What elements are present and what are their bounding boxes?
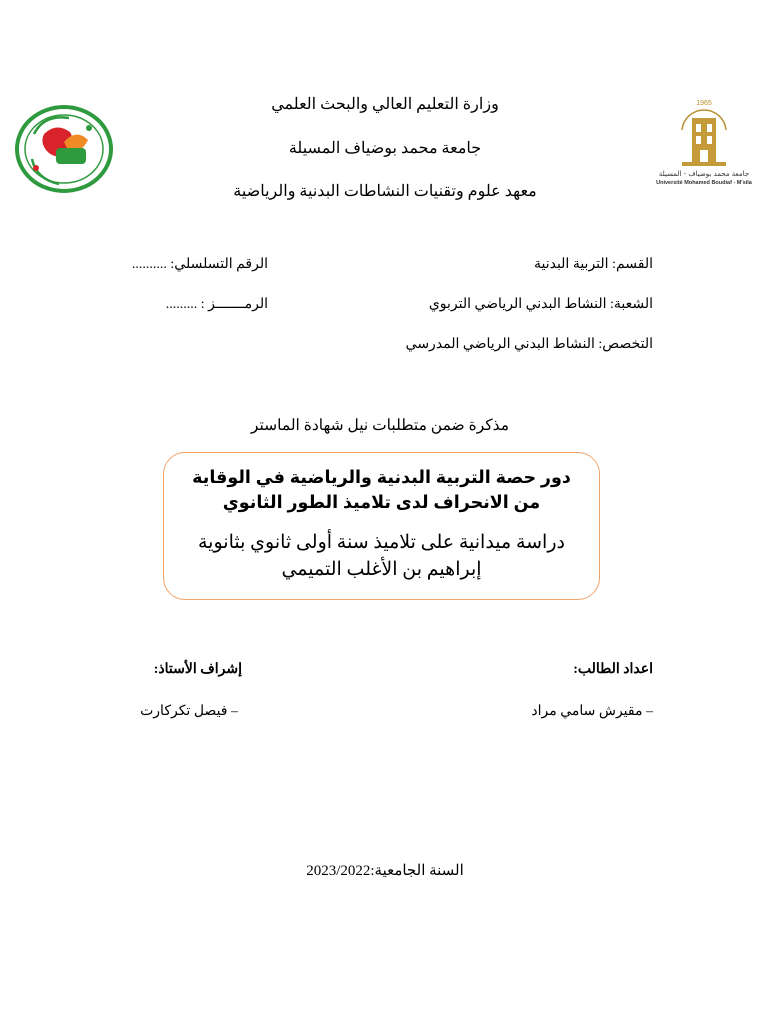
thesis-requirement: مذكرة ضمن متطلبات نيل شهادة الماستر [250, 417, 510, 434]
branch-field: الشعبة: النشاط البدني الرياضي التربوي [428, 297, 653, 312]
university-logo-year: 1965 [696, 100, 712, 107]
thesis-title: دور حصة التربية البدنية والرياضية في الوقاية من الانحراف لدى تلاميذ الطور الثانوي [192, 467, 571, 512]
university-logo [652, 100, 756, 200]
code-field: الرمـــــــز : ......... [165, 297, 268, 312]
institute-heading: معهد علوم وتقنيات النشاطات البدنية والرياضية [233, 183, 537, 200]
department-field: القسم: التربية البدنية [533, 257, 653, 272]
supervisor-label: إشراف الأستاذ: [153, 662, 242, 677]
thesis-subtitle: دراسة ميدانية على تلاميذ سنة أولى ثانوي بثانوية إبراهيم بن الأغلب التميمي [198, 532, 565, 580]
academic-year: السنة الجامعية:2023/2022 [306, 863, 464, 879]
university-logo-name-fr: Université Mohamed Boudiaf - M'sila [656, 180, 752, 186]
student-label: اعداد الطالب: [573, 662, 653, 677]
specialty-field: التخصص: النشاط البدني الرياضي المدرسي [405, 337, 653, 352]
supervisor-name: – فيصل تكركارت [140, 704, 238, 719]
ministry-heading: وزارة التعليم العالي والبحث العلمي [271, 96, 499, 113]
university-heading: جامعة محمد بوضياف المسيلة [288, 140, 482, 157]
student-name: – مقيرش سامي مراد [531, 704, 653, 719]
university-logo-name-ar: جامعة محمد بوضياف - المسيلة [658, 170, 750, 178]
university-tower-icon [674, 108, 734, 170]
thesis-title-box [163, 452, 600, 600]
institute-emblem-icon [14, 104, 114, 194]
institute-logo [14, 104, 114, 194]
serial-number-field: الرقم التسلسلي: .......... [131, 257, 268, 272]
